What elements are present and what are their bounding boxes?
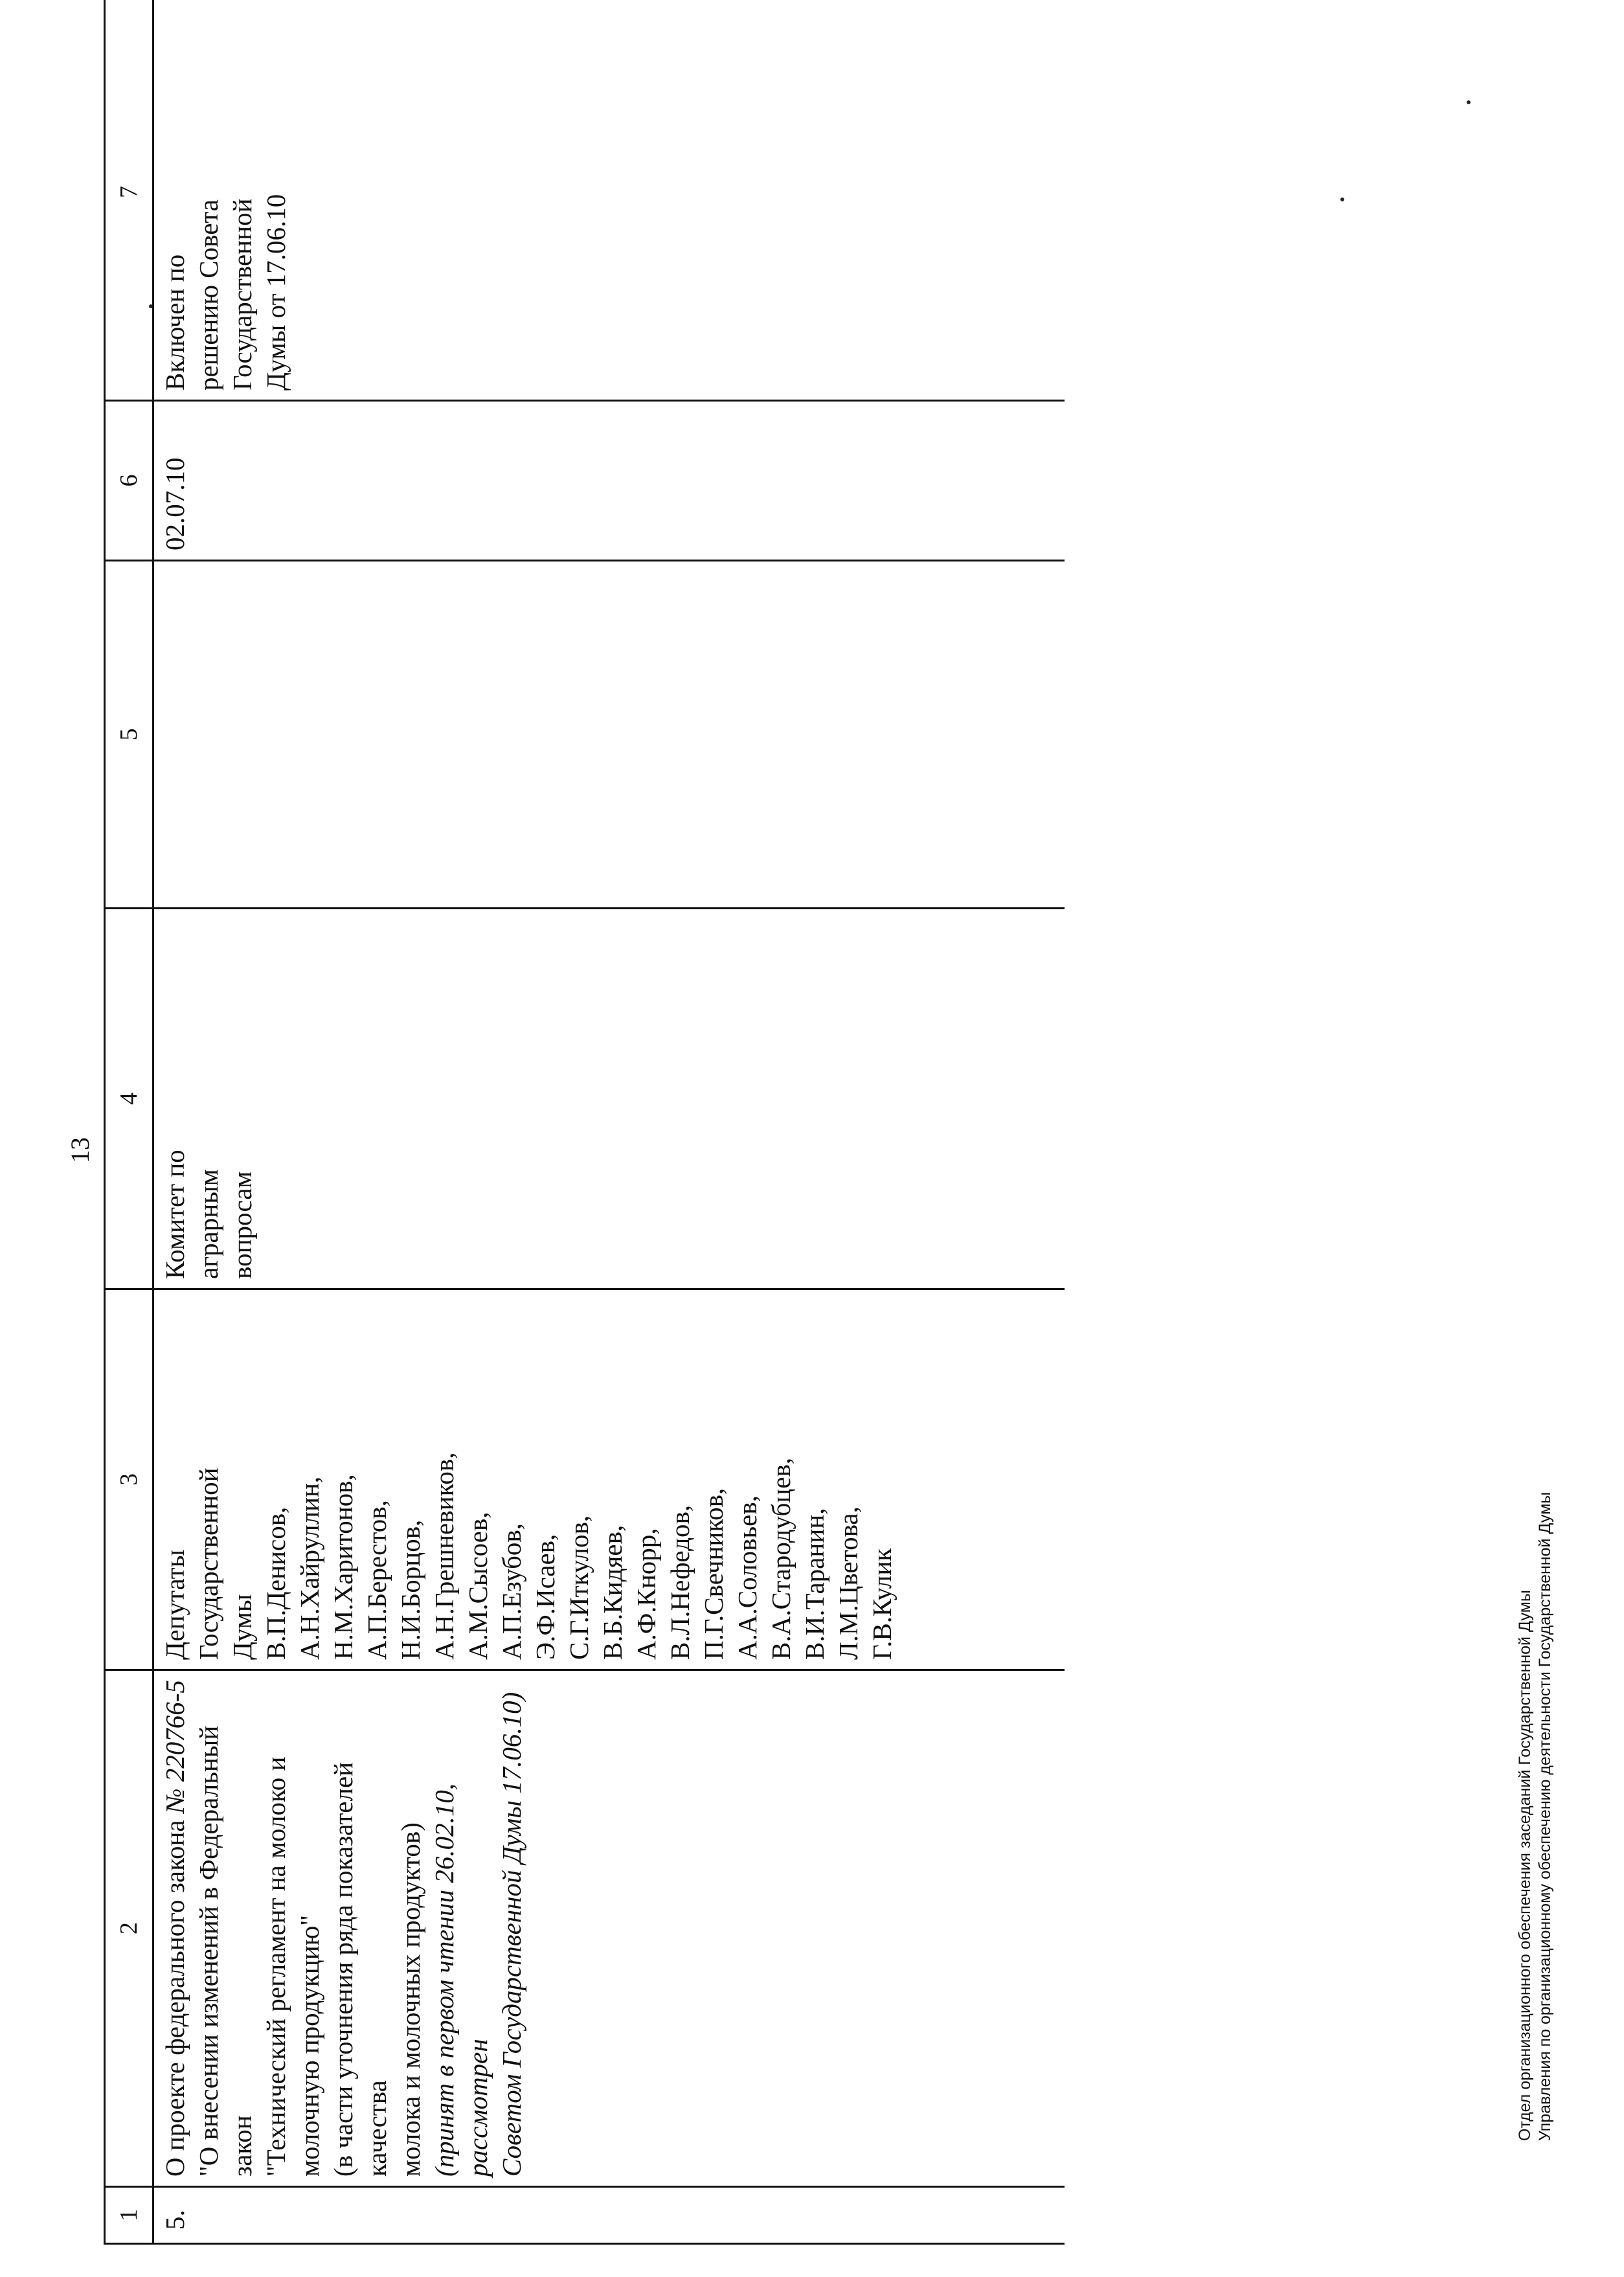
bill-status-note: Советом Государственной Думы 17.06.10) [497,1692,526,2177]
initiators-cell [153,1289,1065,1670]
initiator-line: В.Л.Нефедов, [665,1504,695,1660]
agenda-table [104,0,1065,2245]
item-number-cell [153,2187,1065,2244]
scan-speck [1340,198,1344,201]
note-line: решению Совета [194,199,223,391]
initiator-line: Думы [227,1594,257,1660]
date-value: 02.07.10 [160,457,190,550]
note-cell [153,0,1065,401]
bill-title-line: (в части уточнения ряда показателей качества [328,1762,392,2177]
initiator-line: Э.Ф.Исаев, [530,1534,560,1660]
initiator-line: Г.В.Кулик [867,1548,897,1660]
bill-title-line: "О внесении изменений в Федеральный закон [194,1725,257,2177]
column-header: 7 [105,0,153,401]
initiator-line: А.П.Езубов, [497,1523,526,1660]
committee-cell [153,909,1065,1289]
initiator-line: Государственной [194,1467,223,1660]
table-row [153,0,1065,2244]
initiator-line: В.И.Таранин, [800,1508,829,1660]
note-line: Думы от 17.06.10 [261,194,291,391]
bill-title-line: "Технический регламент на молоко и [261,1756,291,2177]
initiator-line: Н.М.Харитонов, [328,1474,358,1660]
initiator-line: А.Ф.Кнорр, [631,1528,661,1660]
initiator-line: В.П.Денисов, [261,1506,291,1660]
date-cell [153,401,1065,561]
note-line: Государственной [227,198,257,391]
initiator-line: П.Г.Свечников, [699,1488,728,1660]
initiator-line: А.П.Берестов, [362,1500,392,1660]
column-header: 1 [105,2187,153,2244]
footer-line: Управления по организационному обеспечению деятельности Государственной Думы [1536,1491,1554,2141]
initiator-line: В.А.Стародубцев, [766,1457,796,1660]
committee-line: аграрным [194,1169,223,1279]
bill-title-line: молочную продукцию" [295,1914,324,2177]
bill-number: № 220766-5 [160,1680,190,1814]
header-row [105,0,153,2244]
initiator-line: С.Г.Иткулов, [564,1515,594,1660]
bill-status-note: (принят в первом чтении 26.02.10, рассмотрен [429,1784,493,2177]
initiator-line: А.Н.Грешневиков, [429,1452,459,1660]
scan-speck [1467,100,1471,104]
footer [1515,1492,1555,2141]
column5-cell [153,561,1065,909]
initiator-line: Депутаты [160,1549,190,1660]
bill-title-line: молока и молочных продуктов) [396,1822,425,2177]
initiator-line: Н.И.Борцов, [396,1519,425,1660]
bill-title-text: О проекте федерального закона [160,1813,190,2177]
bill-title-cell [153,1670,1065,2187]
initiator-line: А.М.Сысоев, [463,1512,493,1660]
column-header: 4 [105,909,153,1289]
initiator-line: А.Н.Хайруллин, [295,1476,324,1660]
item-number: 5. [160,2210,190,2230]
initiator-line: Л.М.Цветова, [833,1506,863,1660]
column-header: 6 [105,401,153,561]
page-number: 13 [65,1137,95,1163]
note-line: Включен по [160,254,190,391]
initiator-line: В.Б.Кидяев, [598,1524,627,1660]
column-header: 2 [105,1670,153,2187]
footer-line: Отдел организационного обеспечения заседаний Государственной Думы [1516,1590,1534,2141]
committee-line: Комитет по [160,1150,190,1279]
bill-title-line [158,1680,192,2177]
column-header: 3 [105,1289,153,1670]
column-header: 5 [105,561,153,909]
initiator-line: А.А.Соловьев, [732,1495,762,1660]
committee-line: вопросам [227,1171,257,1279]
